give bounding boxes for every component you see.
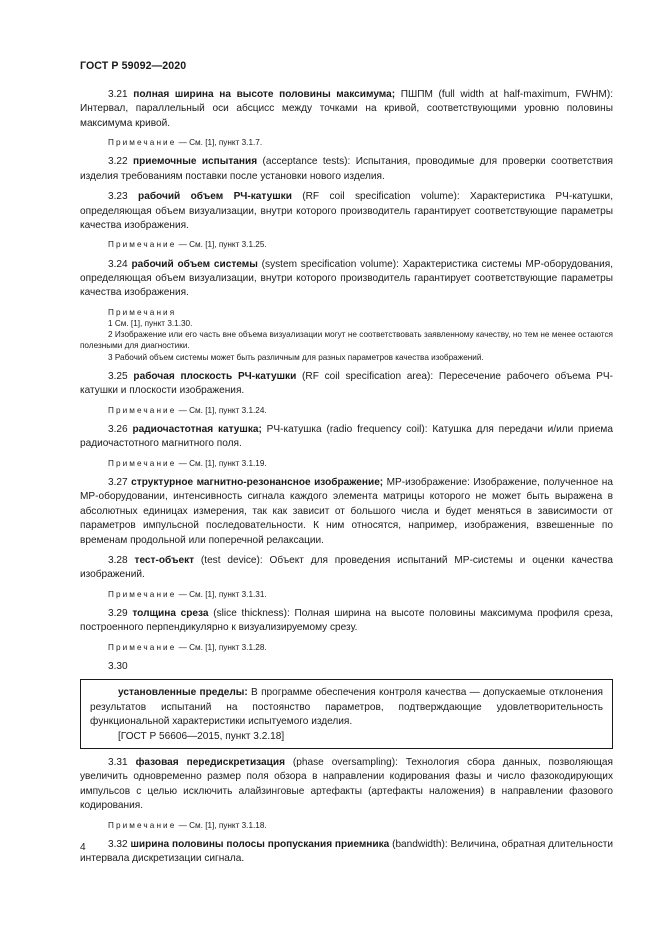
term-entry-3-29 <box>80 607 613 636</box>
note-label: Примечание <box>108 405 177 415</box>
term-name: фазовая передискретизация <box>135 757 285 769</box>
term-name: рабочий объем системы <box>131 258 258 270</box>
term-definition: (slice thickness): Полная ширина на высоте половины максимума профиля среза, построенного перпендикулярно к визуализируемому срезу. <box>80 607 613 634</box>
note-label: Примечание <box>108 589 177 599</box>
term-definition: (test device): Объект для проведения испытаний МР-системы и оценки качества изображений. <box>80 554 613 581</box>
note-text: — См. [1], пункт 3.1.28. <box>176 642 267 652</box>
source-reference: [ГОСТ Р 56606—2015, пункт 3.2.18] <box>118 730 285 742</box>
term-entry-3-21 <box>80 88 613 131</box>
term-entry-3-22 <box>80 155 613 184</box>
document-header: ГОСТ Р 59092—2020 <box>80 60 187 72</box>
entry-number-3-30: 3.30 <box>108 660 128 672</box>
note-text: — См. [1], пункт 3.1.24. <box>176 405 267 415</box>
term-definition: В программе обеспечения контроля качества — допускаемые отклонения результатов испытаний на постоянство параметров, подтверждающие удовлетворительность функциональной характеристики испытуемого изделия. <box>90 687 603 728</box>
note-3-31 <box>80 820 613 831</box>
term-name: ширина половины полосы пропускания приемника <box>130 838 390 850</box>
term-definition: (phase oversampling): Технология сбора данных, позволяющая увеличить одновременно размер поля обзора в направлении кодирования фазы и число фазокодирующих импульсов с целью исключить алайзинговые артефакты (артефакты наложения) в направлении фазового кодирования. <box>80 757 613 812</box>
entry-number: 3.29 <box>108 607 128 619</box>
note-3-26 <box>80 458 613 469</box>
note-text: — См. [1], пункт 3.1.7. <box>176 138 263 148</box>
entry-number: 3.24 <box>108 258 128 270</box>
note-3-25 <box>80 405 613 416</box>
entry-number: 3.27 <box>108 476 128 488</box>
note-text: — См. [1], пункт 3.1.31. <box>176 589 267 599</box>
page-number: 4 <box>80 842 86 853</box>
entry-number: 3.23 <box>108 191 128 203</box>
entry-number: 3.22 <box>108 156 128 168</box>
note-text: — См. [1], пункт 3.1.25. <box>176 240 267 250</box>
entry-number: 3.21 <box>108 89 128 100</box>
term-entry-3-30 <box>90 686 603 729</box>
term-entry-3-23 <box>80 190 613 233</box>
term-definition: РЧ-катушка (radio frequency coil): Катушка для передачи и/или приема радиочастотного магнитного поля. <box>80 423 613 450</box>
term-entry-3-25 <box>80 370 613 399</box>
note-3-21 <box>80 137 613 148</box>
term-definition: МР-изображение: Изображение, полученное на МР-оборудовании, интенсивность сигнала каждого элемента матрицы которого не может быть выражена в абсолютных единицах измерения, так как зависит от большого числа и будет меняться в зависимости от параметров импульсной последовательности. К ним относятся, например, изображения, взвешенные по временам продольной или поперечной релаксации. <box>80 476 613 546</box>
term-definition: ПШПМ (full width at half-maximum, FWHM): Интервал, параллельный оси абсцисс между точками на кривой, соответствующими уровню половины максимума кривой. <box>80 89 613 129</box>
note-label: Примечание <box>108 642 177 652</box>
note-item: 3 Рабочий объем системы может быть различным для разных параметров качества изображений. <box>108 352 484 362</box>
note-text: — См. [1], пункт 3.1.19. <box>176 458 267 468</box>
notes-label: Примечания <box>108 307 177 317</box>
term-name: толщина среза <box>132 607 209 619</box>
term-definition: (system specification volume): Характеристика системы МР-оборудования, определяющая объем визуализации, внутри которого производитель гарантирует соответствующие параметры качества изображения. <box>80 258 613 299</box>
term-name: рабочий объем РЧ-катушки <box>138 191 292 203</box>
note-text: — См. [1], пункт 3.1.18. <box>176 820 267 830</box>
term-definition: (acceptance tests): Испытания, проводимые для проверки соответствия изделия требованиям поставки после установки нового изделия. <box>80 156 613 182</box>
term-definition: (RF coil specification volume): Характеристика РЧ-катушки, определяющая объем визуализации, внутри которого производитель гарантирует соответствующие параметры качества изображения. <box>80 191 613 232</box>
term-name: установленные пределы: <box>118 687 248 699</box>
term-entry-3-26 <box>80 423 613 452</box>
note-label: Примечание <box>108 240 177 250</box>
note-3-28 <box>80 589 613 600</box>
term-definition: (bandwidth): Величина, обратная длительности интервала дискретизации сигнала. <box>80 838 614 865</box>
entry-number: 3.31 <box>108 757 128 769</box>
note-item: 1 См. [1], пункт 3.1.30. <box>108 319 193 329</box>
entry-number: 3.28 <box>108 554 128 566</box>
note-label: Примечание <box>108 138 177 148</box>
note-item: 2 Изображение или его часть вне объема визуализации могут не соответствовать заявленному качеству, но тем не менее остаются полезными для диагностики. <box>80 330 613 351</box>
term-name: рабочая плоскость РЧ-катушки <box>133 370 297 382</box>
quoted-definition-box <box>80 679 613 749</box>
term-name: структурное магнитно-резонансное изображение; <box>131 476 384 488</box>
note-label: Примечание <box>108 458 177 468</box>
note-3-23 <box>80 239 613 250</box>
term-name: радиочастотная катушка; <box>132 423 262 435</box>
term-entry-3-24 <box>80 258 613 301</box>
notes-3-24 <box>80 307 613 363</box>
term-entry-3-31 <box>80 756 613 814</box>
entry-number: 3.32 <box>108 838 128 850</box>
term-entry-3-28 <box>80 554 613 583</box>
document-body <box>80 88 613 873</box>
note-label: Примечание <box>108 820 177 830</box>
term-entry-3-27 <box>80 476 613 548</box>
term-name: тест-объект <box>134 554 195 566</box>
term-name: приемочные испытания <box>133 156 258 168</box>
term-definition: (RF coil specification area): Пересечение рабочего объема РЧ-катушки и плоскости изображения. <box>80 370 614 397</box>
note-3-29 <box>80 642 613 653</box>
entry-number: 3.26 <box>108 423 128 435</box>
term-entry-3-32 <box>80 838 613 867</box>
entry-number: 3.25 <box>108 370 128 382</box>
term-name: полная ширина на высоте половины максимума; <box>133 89 396 100</box>
